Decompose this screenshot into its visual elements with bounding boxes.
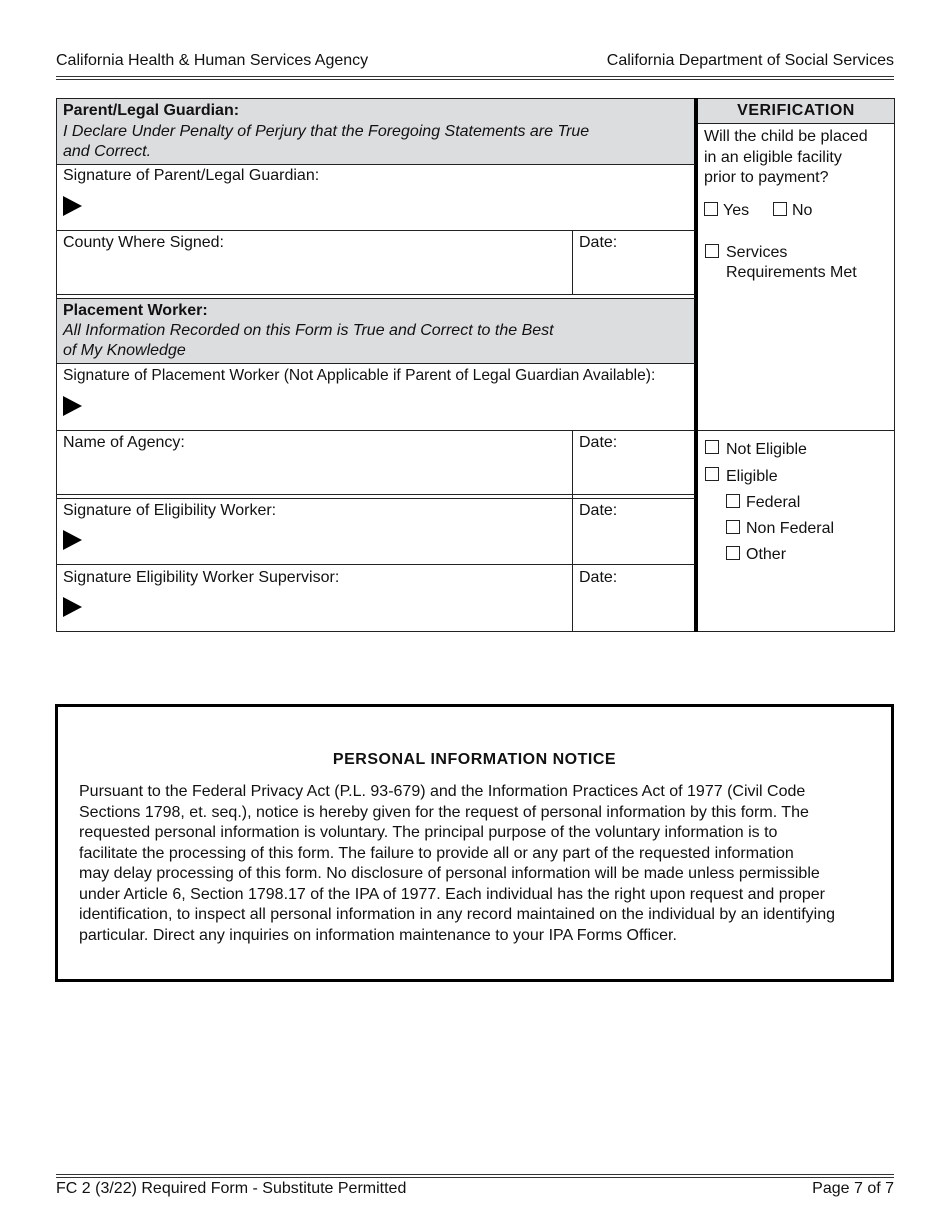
placement-declaration-line2: of My Knowledge	[63, 342, 186, 359]
services-label-line1: Services	[726, 244, 788, 261]
footer-rule-bottom	[56, 1177, 894, 1178]
row-line	[56, 564, 695, 565]
row-line	[56, 230, 695, 231]
agency-name: California Health & Human Services Agency	[56, 52, 369, 69]
eligible-checkbox[interactable]	[705, 467, 719, 481]
row-line	[56, 498, 695, 499]
header-rule-bottom	[56, 79, 894, 80]
yes-checkbox[interactable]	[704, 202, 718, 216]
personal-information-notice	[55, 704, 894, 982]
supervisor-label: Signature Eligibility Worker Supervisor:	[63, 569, 340, 586]
notice-line: facilitate the processing of this form. The failure to provide all or any part of the requested information	[79, 844, 794, 862]
no-checkbox[interactable]	[773, 202, 787, 216]
placement-signature-label: Signature of Placement Worker (Not Applicable if Parent of Legal Guardian Available):	[63, 367, 656, 384]
supervisor-date-label: Date:	[579, 569, 618, 586]
federal-label: Federal	[746, 494, 801, 511]
parent-signature-label: Signature of Parent/Legal Guardian:	[63, 167, 320, 184]
notice-line: Sections 1798, et. seq.), notice is hereby given for the request of personal information by this form. The	[79, 803, 809, 821]
not-eligible-checkbox[interactable]	[705, 440, 719, 454]
row-line	[56, 494, 695, 495]
notice-title: PERSONAL INFORMATION NOTICE	[332, 751, 617, 768]
notice-line: may delay processing of this form. No disclosure of personal information will be made unless permissible	[79, 865, 820, 882]
verification-question-line1: Will the child be placed	[704, 128, 868, 145]
yes-label: Yes	[723, 202, 750, 219]
row-line	[56, 363, 695, 364]
other-label: Other	[746, 546, 787, 563]
form-id: FC 2 (3/22) Required Form - Substitute Permitted	[56, 1180, 407, 1197]
no-label: No	[792, 202, 813, 219]
verification-question-line3: prior to payment?	[704, 169, 829, 186]
parent-signature-arrow-icon	[63, 196, 82, 216]
placement-declaration-line1: All Information Recorded on this Form is True and Correct to the Best	[63, 322, 554, 339]
eligibility-worker-signature-field[interactable]	[90, 524, 566, 560]
parent-signature-field[interactable]	[90, 190, 566, 226]
services-label-line2: Requirements Met	[726, 264, 857, 281]
placement-date-label: Date:	[579, 434, 618, 451]
placement-heading: Placement Worker:	[63, 302, 208, 319]
agency-field[interactable]	[63, 456, 563, 490]
footer-rule-top	[56, 1174, 894, 1175]
parent-date-field[interactable]	[579, 256, 689, 290]
eligibility-worker-date-label: Date:	[579, 502, 618, 519]
row-line	[56, 164, 695, 165]
header-rule-top	[56, 76, 894, 77]
row-line	[698, 430, 895, 431]
parent-date-label: Date:	[579, 234, 618, 251]
supervisor-date-field[interactable]	[579, 590, 689, 628]
parent-declaration-line2: and Correct.	[63, 143, 152, 160]
verification-divider	[694, 98, 698, 632]
parent-declaration-line1: I Declare Under Penalty of Perjury that the Foregoing Statements are True	[63, 123, 590, 140]
date-column-line	[572, 430, 573, 632]
placement-signature-field[interactable]	[90, 390, 688, 426]
services-met-checkbox[interactable]	[705, 244, 719, 258]
department-name: California Department of Social Services	[606, 52, 894, 69]
row-line	[56, 430, 695, 431]
eligible-label: Eligible	[726, 468, 778, 485]
supervisor-signature-field[interactable]	[90, 590, 566, 628]
notice-line: under Article 6, Section 1798.17 of the IPA of 1977. Each individual has the right upon request and proper	[79, 885, 825, 903]
notice-line: Pursuant to the Federal Privacy Act (P.L. 93-679) and the Information Practices Act of 1977 (Civil Code	[79, 783, 806, 800]
non-federal-checkbox[interactable]	[726, 520, 740, 534]
county-label: County Where Signed:	[63, 234, 224, 251]
row-line	[56, 294, 695, 295]
notice-line: particular. Direct any inquiries on information maintenance to your IPA Forms Officer.	[79, 926, 677, 944]
notice-line: requested personal information is voluntary. The principal purpose of the voluntary information is to	[79, 824, 778, 841]
placement-date-field[interactable]	[579, 456, 689, 490]
agency-label: Name of Agency:	[63, 434, 185, 451]
eligibility-worker-arrow-icon	[63, 530, 82, 550]
eligibility-worker-date-field[interactable]	[579, 524, 689, 560]
verification-title: VERIFICATION	[737, 102, 855, 119]
non-federal-label: Non Federal	[746, 520, 835, 537]
page-number: Page 7 of 7	[812, 1180, 894, 1197]
supervisor-arrow-icon	[63, 597, 82, 617]
eligibility-worker-label: Signature of Eligibility Worker:	[63, 502, 277, 519]
verification-question-line2: in an eligible facility	[704, 149, 842, 166]
row-line	[698, 123, 895, 124]
other-checkbox[interactable]	[726, 546, 740, 560]
county-field[interactable]	[63, 256, 563, 290]
row-line	[56, 298, 695, 299]
parent-heading: Parent/Legal Guardian:	[63, 102, 240, 119]
placement-signature-arrow-icon	[63, 396, 82, 416]
notice-line: identification, to inspect all personal information in any record maintained on the individual by an identifying	[79, 906, 836, 923]
not-eligible-label: Not Eligible	[726, 441, 807, 458]
federal-checkbox[interactable]	[726, 494, 740, 508]
date-column-line	[572, 230, 573, 295]
notice-body	[79, 782, 891, 946]
